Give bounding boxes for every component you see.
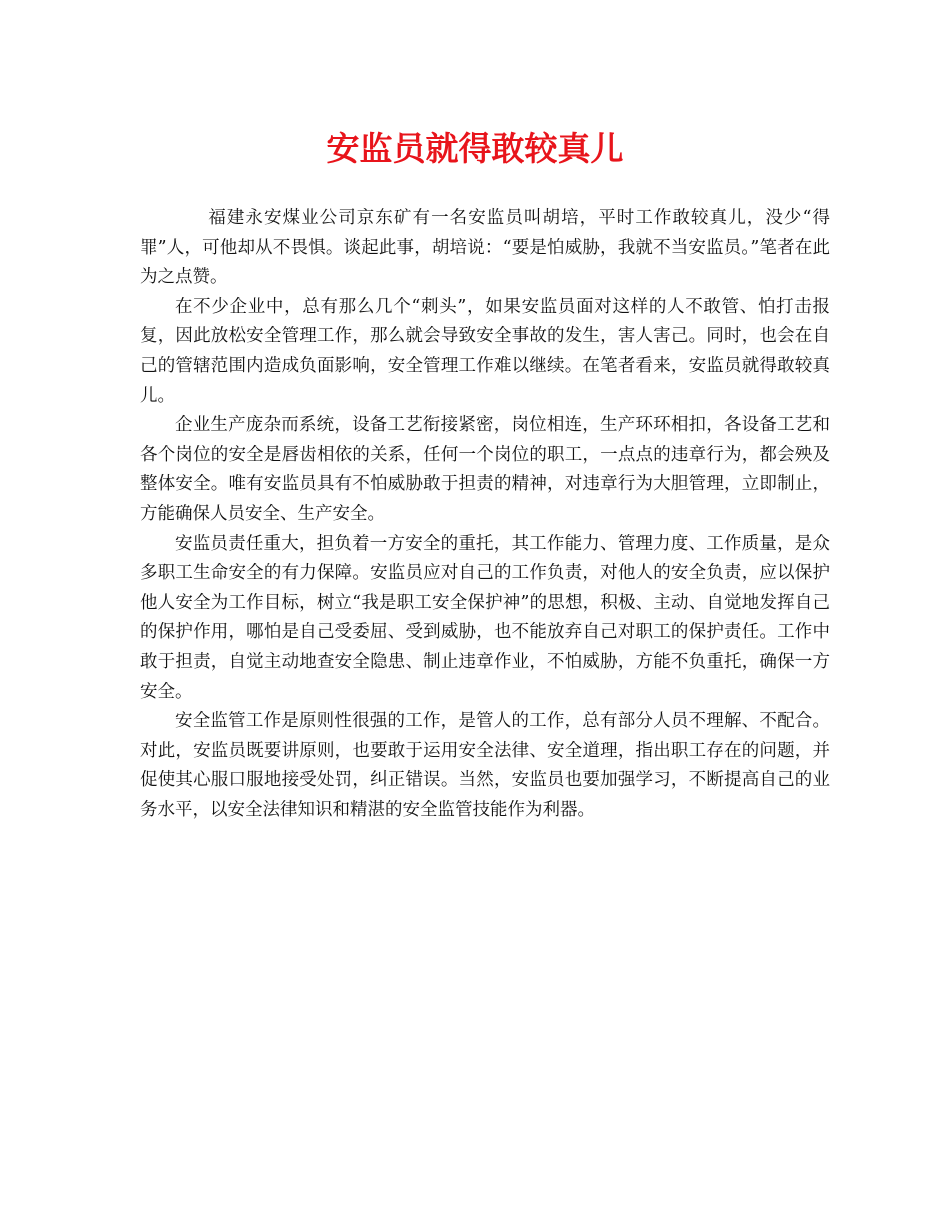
- paragraph-2: 在不少企业中，总有那么几个“刺头”，如果安监员面对这样的人不敢管、怕打击报复，因此放松安全管理工作，那么就会导致安全事故的发生，害人害己。同时，也会在自己的管辖范围内造成负面影响，安全管理工作难以继续。在笔者看来，安监员就得敢较真儿。: [140, 296, 830, 406]
- page-title: 安监员就得敢较真儿: [326, 129, 624, 168]
- article-body: [140, 204, 830, 825]
- paragraph-5: 安全监管工作是原则性很强的工作，是管人的工作，总有部分人员不理解、不配合。对此，安监员既要讲原则，也要敢于运用安全法律、安全道理，指出职工存在的问题，并促使其心服口服地接受处罚，纠正错误。当然，安监员也要加强学习，不断提高自己的业务水平，以安全法律知识和精湛的安全监管技能作为利器。: [140, 711, 830, 820]
- paragraph-1: 福建永安煤业公司京东矿有一名安监员叫胡培，平时工作敢较真儿，没少“得罪”人，可他却从不畏惧。谈起此事，胡培说：“要是怕威胁，我就不当安监员。”笔者在此为之点赞。: [140, 208, 830, 288]
- paragraph-4: 安监员责任重大，担负着一方安全的重托，其工作能力、管理力度、工作质量，是众多职工生命安全的有力保障。安监员应对自己的工作负责，对他人的安全负责，应以保护他人安全为工作目标，树立“我是职工安全保护神”的思想，积极、主动、自觉地发挥自己的保护作用，哪怕是自己受委屈、受到威胁，也不能放弃自己对职工的保护责任。工作中敢于担责，自觉主动地查安全隐患、制止违章作业，不怕威胁，方能不负重托，确保一方安全。: [140, 533, 830, 702]
- paragraph-3: 企业生产庞杂而系统，设备工艺衔接紧密，岗位相连，生产环环相扣，各设备工艺和各个岗位的安全是唇齿相依的关系，任何一个岗位的职工，一点点的违章行为，都会殃及整体安全。唯有安监员具有不怕威胁敢于担责的精神，对违章行为大胆管理，立即制止，方能确保人员安全、生产安全。: [140, 415, 830, 524]
